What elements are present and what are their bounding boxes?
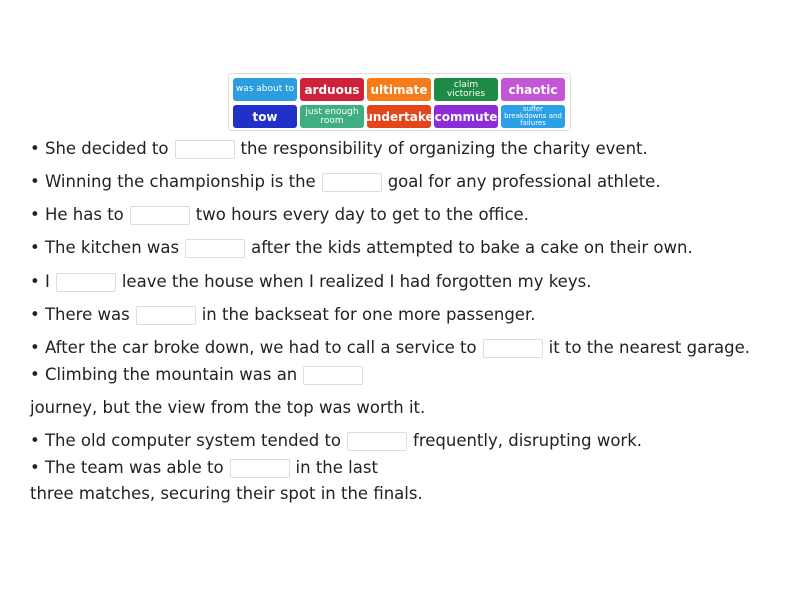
word-tile[interactable]: ultimate	[367, 78, 431, 101]
sentence	[30, 205, 529, 225]
sentence-text: • Climbing the mountain was an	[30, 365, 298, 384]
sentence-text: • The team was able to	[30, 458, 224, 477]
answer-blank[interactable]	[136, 306, 196, 325]
sentence-text: after the kids attempted to bake a cake on their own.	[251, 238, 693, 257]
sentence-text: in the last	[295, 458, 378, 477]
sentence	[30, 305, 535, 325]
sentence-text: • She decided to	[30, 139, 169, 158]
sentence-text: • I	[30, 272, 50, 291]
answer-blank[interactable]	[303, 366, 363, 385]
word-tile[interactable]: chaotic	[501, 78, 565, 101]
sentence-text: in the backseat for one more passenger.	[201, 305, 536, 324]
sentence-text: goal for any professional athlete.	[387, 172, 661, 191]
word-tile[interactable]: claim victories	[434, 78, 498, 101]
sentence-text: • The old computer system tended to	[30, 431, 342, 450]
word-tile[interactable]: was about to	[233, 78, 297, 101]
answer-blank[interactable]	[56, 273, 116, 292]
sentence-text: it to the nearest garage.	[548, 338, 750, 357]
answer-blank[interactable]	[130, 206, 190, 225]
sentence	[30, 431, 642, 451]
sentence-text: • After the car broke down, we had to call a service to	[30, 338, 477, 357]
word-tile[interactable]: commute	[434, 105, 498, 128]
answer-blank[interactable]	[185, 239, 245, 258]
sentence-continuation: journey, but the view from the top was worth it.	[30, 398, 426, 417]
sentence	[30, 365, 369, 385]
sentence	[30, 458, 378, 478]
answer-blank[interactable]	[483, 339, 543, 358]
word-tile[interactable]: just enough room	[300, 105, 364, 128]
word-bank	[228, 73, 571, 131]
word-tile[interactable]: tow	[233, 105, 297, 128]
sentence	[30, 272, 591, 292]
sentence-continuation: three matches, securing their spot in the finals.	[30, 484, 423, 503]
sentence-text: • There was	[30, 305, 130, 324]
word-tile[interactable]: undertake	[367, 105, 431, 128]
sentence-text: frequently, disrupting work.	[413, 431, 643, 450]
answer-blank[interactable]	[347, 432, 407, 451]
word-tile[interactable]: arduous	[300, 78, 364, 101]
word-tile[interactable]: suffer breakdowns and failures	[501, 105, 565, 128]
answer-blank[interactable]	[175, 140, 235, 159]
sentence	[30, 238, 693, 258]
sentence	[30, 338, 750, 358]
answer-blank[interactable]	[322, 173, 382, 192]
sentence	[30, 172, 661, 192]
sentence-text: • Winning the championship is the	[30, 172, 316, 191]
sentence-text: • The kitchen was	[30, 238, 180, 257]
sentence-text: two hours every day to get to the office.	[195, 205, 529, 224]
sentence-text: • He has to	[30, 205, 124, 224]
sentence-text: leave the house when I realized I had forgotten my keys.	[121, 272, 592, 291]
sentence	[30, 139, 648, 159]
answer-blank[interactable]	[230, 459, 290, 478]
sentence-text: the responsibility of organizing the charity event.	[240, 139, 648, 158]
